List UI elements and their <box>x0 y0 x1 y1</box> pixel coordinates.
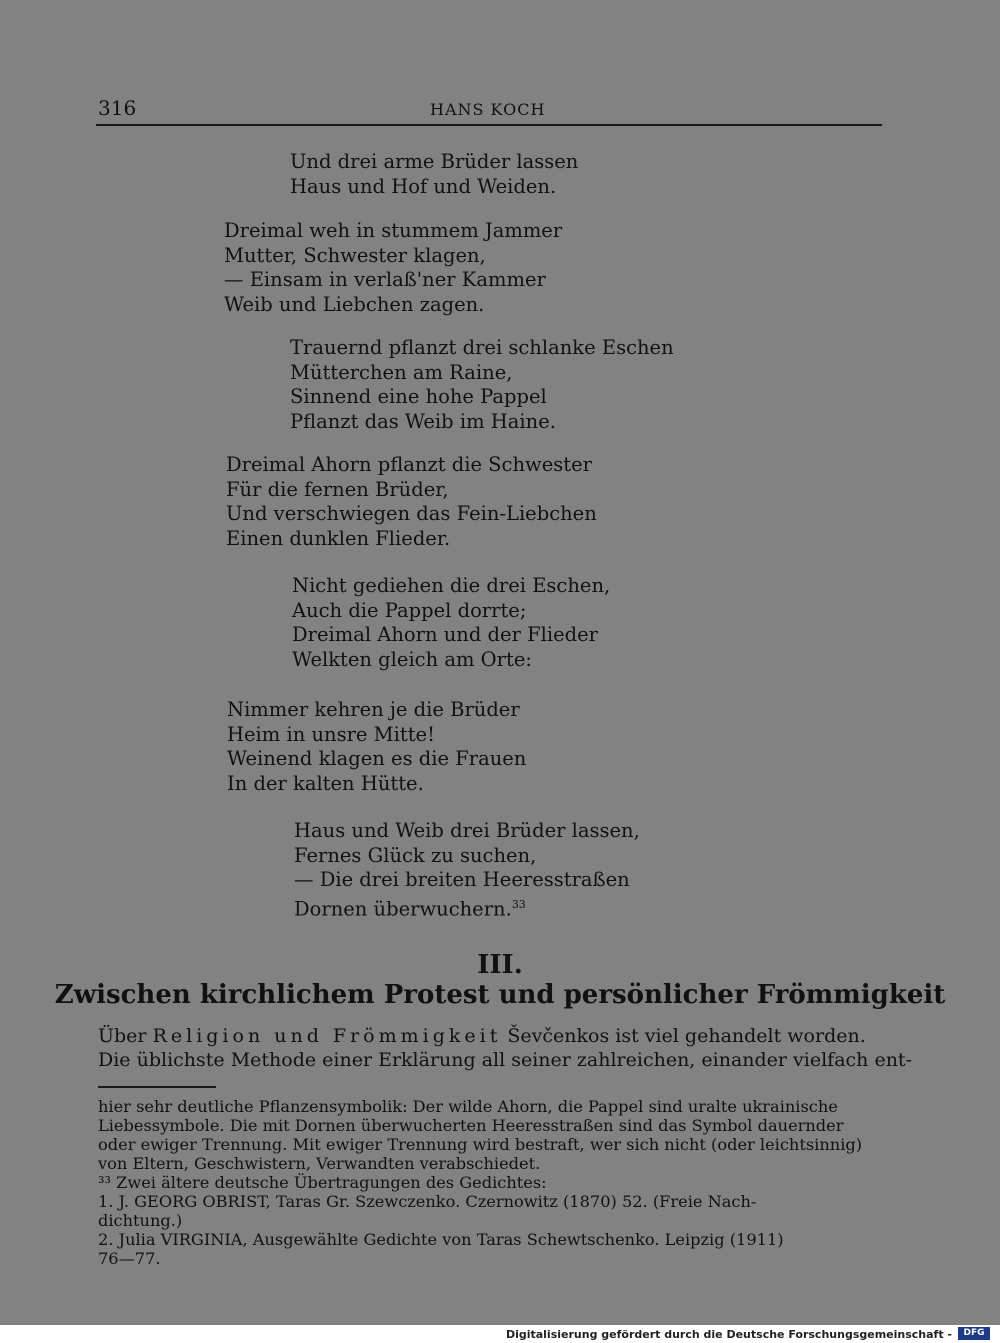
poem-stanza-2 <box>224 219 562 317</box>
poem-line: Mütterchen am Raine, <box>290 360 513 384</box>
header-rule <box>96 124 882 126</box>
poem-line: Sinnend eine hohe Pappel <box>290 385 547 408</box>
footnote-ref: 33 <box>511 897 526 911</box>
poem-line: Pflanzt das Weib im Haine. <box>290 409 556 433</box>
section-title: Zwischen kirchlichem Protest und persönlicher Frömmigkeit <box>54 980 946 1010</box>
body-word: Über <box>98 1025 147 1047</box>
footer-bar <box>0 1325 1000 1343</box>
body-paragraph <box>98 1024 912 1072</box>
funding-credit: Digitalisierung gefördert durch die Deutsche Forschungsgemeinschaft - <box>505 1328 952 1341</box>
poem-line: Trauernd pflanzt drei schlanke Eschen <box>290 336 674 359</box>
poem-line: Nimmer kehren je die Brüder <box>227 698 520 721</box>
body-line <box>98 1024 890 1048</box>
poem-stanza-3 <box>290 336 674 434</box>
poem-line: Weib und Liebchen zagen. <box>224 292 485 316</box>
poem-line: In der kalten Hütte. <box>227 771 424 795</box>
footnote-rule <box>98 1086 216 1088</box>
poem-line: Für die fernen Brüder, <box>226 477 449 501</box>
footnote-line: dichtung.) <box>98 1211 183 1230</box>
footnote-line: 76—77. <box>98 1249 161 1268</box>
poem-stanza-4 <box>226 453 597 551</box>
footnote-line: hier sehr deutliche Pflanzensymbolik: Der wilde Ahorn, die Pappel sind uralte ukrainische <box>98 1097 838 1116</box>
poem-stanza-7 <box>294 819 640 922</box>
poem-line <box>294 893 640 922</box>
footnote-line: 1. J. GEORG OBRIST, Taras Gr. Szewczenko. Czernowitz (1870) 52. (Freie Nach- <box>98 1192 757 1211</box>
poem-line: Dreimal Ahorn und der Flieder <box>292 623 598 646</box>
footnote-line: 2. Julia VIRGINIA, Ausgewählte Gedichte von Taras Schewtschenko. Leipzig (1911) <box>98 1230 784 1249</box>
poem-line: Nicht gediehen die drei Eschen, <box>292 574 611 597</box>
poem-line: Heim in unsre Mitte! <box>227 722 435 746</box>
spaced-emphasis: Religion und Frömmigkeit <box>152 1025 502 1047</box>
poem-line-text: Dornen überwuchern. <box>294 897 512 920</box>
footnote-line: ³³ Zwei ältere deutsche Übertragungen des Gedichtes: <box>98 1173 547 1192</box>
page-number: 316 <box>98 96 137 120</box>
poem-line: Weinend klagen es die Frauen <box>227 747 527 770</box>
dfg-logo-icon: DFG <box>958 1327 990 1340</box>
poem-stanza-6 <box>227 698 526 796</box>
poem-line: Haus und Weib drei Brüder lassen, <box>294 819 640 842</box>
poem-line: Dreimal weh in stummem Jammer <box>224 219 563 242</box>
footnotes <box>98 1097 892 1268</box>
poem-stanza-5 <box>292 574 610 672</box>
poem-stanza-1 <box>290 150 578 199</box>
poem-line: Und drei arme Brüder lassen <box>290 150 579 173</box>
poem-line: Welkten gleich am Orte: <box>292 647 532 671</box>
running-head: HANS KOCH <box>430 100 546 119</box>
footnote-line: oder ewiger Trennung. Mit ewiger Trennung wird bestraft, wer sich nicht (oder leichtsinnig) <box>98 1135 863 1154</box>
poem-line: — Die drei breiten Heeresstraßen <box>294 868 630 891</box>
poem-line: Auch die Pappel dorrte; <box>292 598 527 622</box>
poem-line: Haus und Hof und Weiden. <box>290 174 557 198</box>
poem-line: Dreimal Ahorn pflanzt die Schwester <box>226 453 592 476</box>
section-number: III. <box>477 950 523 980</box>
body-word: Ševčenkos ist viel gehandelt worden. <box>507 1025 866 1047</box>
poem-line: Mutter, Schwester klagen, <box>224 243 486 267</box>
poem-line: Einen dunklen Flieder. <box>226 526 451 550</box>
poem-line: Fernes Glück zu suchen, <box>294 843 537 867</box>
body-line: Die üblichste Methode einer Erklärung all seiner zahlreichen, einander vielfach ent- <box>98 1049 912 1071</box>
poem-line: — Einsam in verlaß'ner Kammer <box>224 268 546 291</box>
footnote-line: von Eltern, Geschwistern, Verwandten verabschiedet. <box>98 1154 541 1173</box>
poem-line: Und verschwiegen das Fein-Liebchen <box>226 502 597 525</box>
footnote-line: Liebessymbole. Die mit Dornen überwucherten Heeresstraßen sind das Symbol dauernder <box>98 1116 844 1135</box>
page-header <box>98 96 882 124</box>
